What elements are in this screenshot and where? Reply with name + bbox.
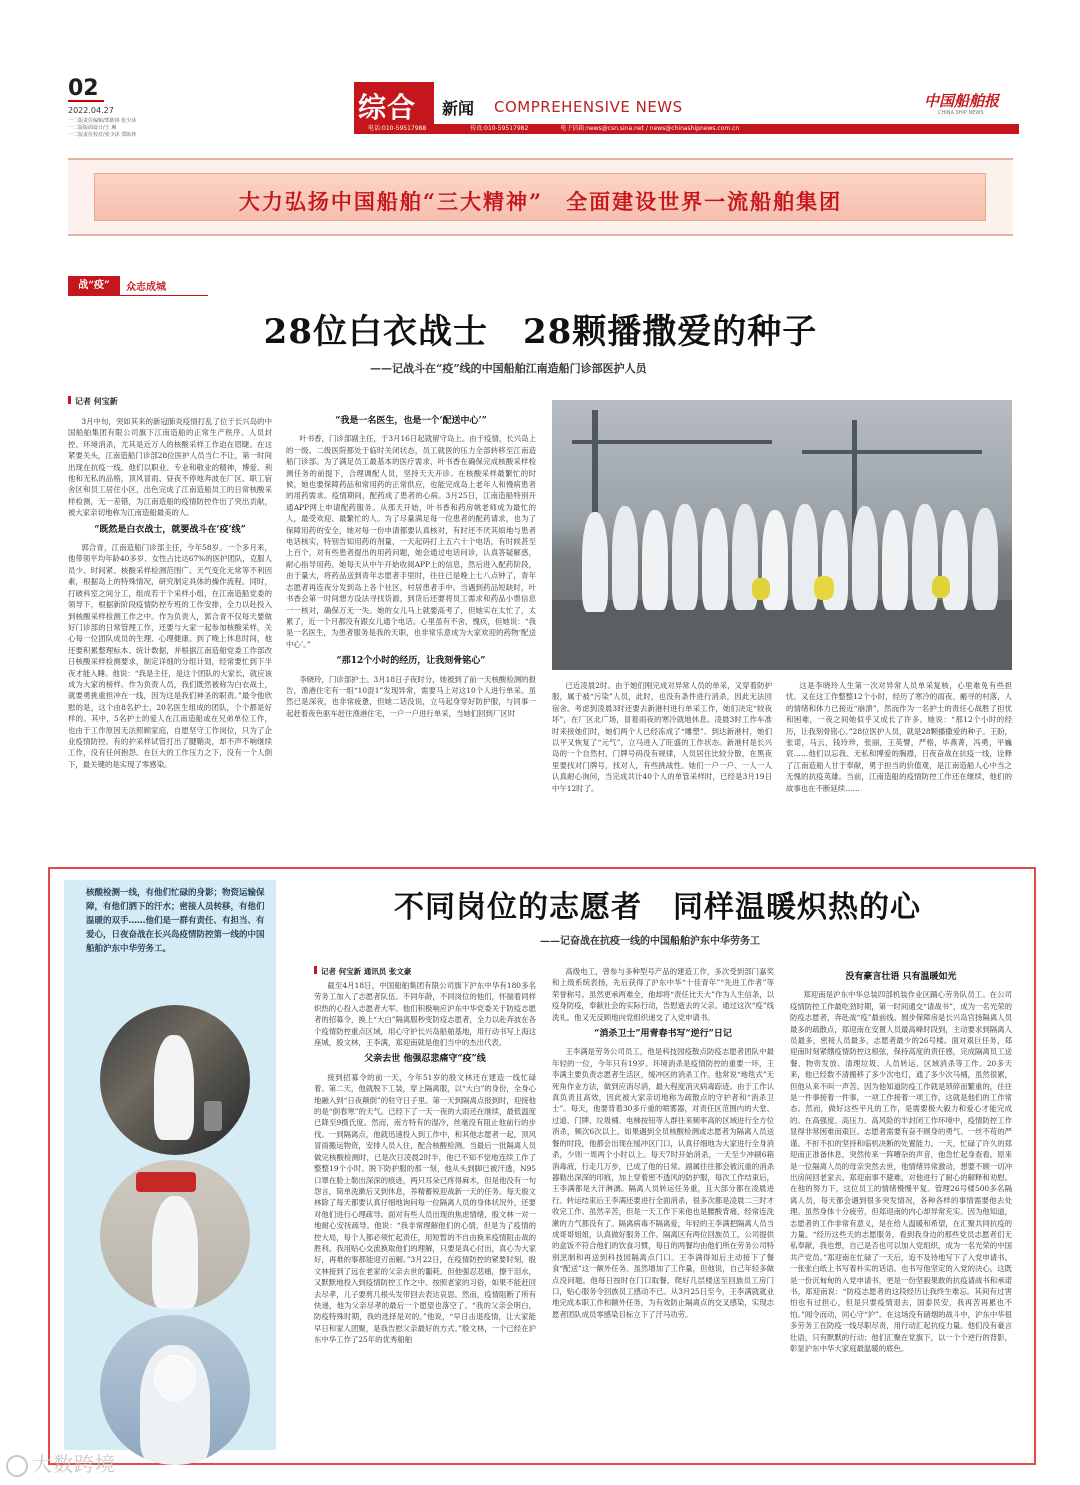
editor-line: 一二版责任校对/张少沐 郑陈林 (68, 132, 137, 138)
tag-badge: 战“疫” (68, 276, 120, 295)
waste-bag (814, 576, 834, 600)
email: news@csn.sina.net / news@chinashipnews.com.cn (586, 125, 740, 132)
section-title: 综合 (358, 91, 417, 124)
slogan-banner (68, 158, 1013, 236)
paragraph: 郑迎南是沪东中华总装四部机装作业区踊心劳务队员工。在公司疫情防控工作最吃劲时期，第一时间通交“请战书”，成为一名光荣的防疫志愿者，奔赴战“疫”最前线。圆步保障房是长兴岛官扬隔离人员最多的疏散点，郑迎南在安置人员最高峰时段到，主动要求到隔离人员最多，密接人员最多，志愿者最少的26号楼。面对艰巨任务，郑迎南时刻紧绷疫情防控这根弦，保持高度的责任感，完成隔离员工送餐、物资发放、清理垃圾、人员转运、区域消杀等工作。20多天来，他已经数不清搬移了多少次电灯，通了多少次马桶，虽然很累，但他从来不叫一声苦。因为他知道防疫工作就是琐碎而繁重的，往往是一件事接着一件事，一项工作接着一项工作，这就是他们的工作常态。然而，做好这些平凡的工作，是需要极大毅力和爱心才能完成的。在高强度、高压力、高风险的半封闭工作环境中，疫情防控工作显得非常困难而艰巨。志愿者需要有奋不顾身的勇气、一丝不苟的严谨、不折不扣的坚持和临机决断的处置能力。一天，忙碌了许久的郑迎南正准备休息，突然传来一阵嘈杂的声音，他急忙起身查看。原来是一位隔离人员的母亲突然去世，他情绪异常激动，想要不顾一切冲出房间回老家去。郑迎南事不避难，对他进行了耐心的解释和劝慰。在他的努力下，这位员工的情绪慢慢平复。管理26号楼500多名隔离人员，每天都会遇到很多突发情况，各种各样的事情需要他去处理。虽然身体十分疲劳，但郑迎南的内心却异常充实。因为他知道，志愿者的工作非常有意义，是在给人温暖和希望，在汇聚共同抗疫的力量。“经历这些天的志愿服务，看到我身边的那些党员志愿者们无私奉献，我也想，自己是否也可以加入党组织，成为一名光荣的中国共产党员。”郑迎南在忙碌了一天后，追不及待地写下了入党申请书。一张张白纸上书写着朴实的话语。也书写他坚定的入党的决心。这既是一份沉甸甸的入党申请书，更是一份坚毅果敢的抗疫请战书和承诺书。郑迎南说：“防疫志愿者的这段经历让我终生难忘。其间有过害怕也有过担心，但是只要疫情退去，国泰民安，我再苦再累也不怕。”闻令而动，同心守“沪”。在这场没有硝烟的战斗中，沪东中华很多劳务工在防疫一线尽职尽责，用行动汇起抗疫力量。他们没有豪言壮语，只有默默的行动；他们汇聚在党旗下，以一个个逆行的背影，彰显沪东中华大家庭最温暖的底色。 (790, 990, 1012, 1353)
paragraph: 截至4月18日，中国船舶集团有限公司旗下沪东中华有180多名劳务工加入了志愿者队伍。不同年龄，不同岗位的他们，怀揣着同样炽热的心投入志愿者大军。他们积极响应沪东中华党委关于防疫志愿者的招募令，换上“大白”隔离服秒变防疫志愿者，全力以赴奔波在各个疫情防控重点区域，用心守护长兴岛船舶基地，用行动书写上海这座城，殷文林，王李满，郑迎南就是他们当中的杰出代表。 (314, 981, 536, 1048)
editors (68, 118, 136, 139)
section-tag (68, 276, 208, 296)
paragraph: 高级电工，曾参与多种型号产品的建造工作，多次受到部门嘉奖和上级系统表扬，先后获得了沪东中华“十佳青年”“先进工作者”等荣誉称号。虽然更承两难全，他却将“责任比天大”作为人生信条，以疫身防疫，奉献社会的实际行动，告慰逝去的父亲。通过这次“疫”线洗礼，他又无反顾地向党组织递交了入党申请书。 (552, 967, 774, 1022)
article2-col2 (552, 966, 774, 1450)
article1-subtitle: ——记战斗在“疫”线的中国船舶江南造船门诊部医护人员 (370, 362, 647, 375)
fax: 010-59517982 (484, 125, 529, 132)
team-member (972, 508, 998, 610)
ground (552, 600, 1012, 670)
tag-sub: 众志成城 (126, 282, 166, 293)
volunteer-figure (154, 1035, 194, 1140)
banner-text: 大力弘扬中国船舶“三大精神” 全面建设世界一流船舶集团 (238, 189, 843, 214)
medical-team-photo (552, 400, 1012, 670)
watermark (6, 1448, 116, 1477)
article2-subtitle: ——记奋战在抗疫一线的中国船舶沪东中华劳务工 (540, 936, 760, 947)
masthead: 中国船舶报 (924, 92, 1000, 110)
paragraph: 郭合青，江南造船门诊部主任，今年58岁。一个多月来，他带领平均年龄40多岁、女性占比达67%的医护团队，克服人员少、时间紧、核酸采样检测范围广、天气变化无常等不利因素，根据岛上的特殊情况，研究制定具体的操作流程。同时，打破科室之间分工，组成若干个采样小组，在江南造船党委的领导下，根据新阶段疫情防控专班的工作安排，全力以赴投入到核酸采样检测工作之中。作为负责人，郭合青不仅每天要做好门诊部的日常管理工作，还要与大家一起参加核酸采样，关心每一位团队成员的生理、心理健康。到了晚上休息时间，他还要积累整理标本、统计数据，并根据江南造船党委工作部改日核酸采样检测要求，制定详细的分组计划，经常要忙到下半夜才能入睡。他说：“我是主任，是这个团队的大家长，就应该成为大家的榜样。作为负责人员，我们既然被称为白衣战士，就要勇挑重担冲在一线，因为这是我们神圣的职责。”最令他欣慰的是，这个由8名护士、20名医生组成的团队，个个都是好样的。其中，5名护士的爱人在江南造船或在兄弟单位工作，也由于工作原因无法照顾家庭，自愿坚守工作岗位，只为了企业疫情防控。有的护采样试管打出了腱鞘炎，却不声不响继续工作，没有任何抱怨。在巨大的工作压力之下，没有一个人倒下，最关键的是实现了零感染。 (68, 543, 272, 769)
article1-title: 28位白衣战士 28颗播撒爱的种子 (263, 312, 818, 352)
section-header (354, 82, 1019, 134)
trash-can (204, 1101, 222, 1131)
subhead: “既然是白衣战士，就要战斗在‘疫’线” (94, 524, 246, 535)
email-label: 电子信箱: (560, 125, 587, 132)
team-member (702, 508, 728, 610)
article2-byline (314, 966, 411, 977)
team-member (672, 504, 698, 610)
subhead: “我是一名医生，也是一个‘配送中心’” (335, 416, 487, 426)
article2-title: 不同岗位的志愿者 同样温暖炽热的心 (394, 890, 921, 925)
team-member (612, 506, 638, 610)
article1-byline (68, 396, 118, 407)
door-number (136, 1172, 196, 1192)
page-number: 02 (68, 78, 104, 102)
team-member (882, 510, 908, 610)
issue-date: 2022.04.27 (68, 106, 114, 115)
crane-structure (802, 450, 982, 454)
paragraph: 3月中旬，突如其来的新冠肺炎疫情打乱了位于长兴岛的中国船舶集团有限公司旗下江南造船的正常生产秩序。人员封控、环境消杀，尤其是近万人的核酸采样工作迫在眉睫。在这紧要关头，江南造船门诊部28位医护人员当仁不让，第一时间出现在抗疫一线。他们以职业、专业和敬业的精神，博爱、利他和无私的品格，顶风冒雨、昼夜不停地奔波在厂区、职工宿舍区和员工居住小区，出色完成了江南造船员工的日常核酸采样检测，无一差错，为江南造船的疫情防控作出了突出贡献，被大家亲切地称为江南造船最美的人。 (68, 417, 272, 518)
team-member (642, 510, 668, 610)
contact-line (368, 124, 739, 134)
byline: 记者 何宝新 (75, 397, 118, 406)
crane-structure (572, 440, 772, 444)
paragraph: 李晓玲，门诊部护士。3月18日子夜时分，她被到了前一天核酸检测的报告，渔港住宅有一组“10混1”发现异常，需要马上对这10个人进行单采。虽然已是深夜，也非常疲惫，但她二话没说，立马起身穿好防护服，与同事一起赶着夜色驱车赶往渔港住宅，一户一户进行单采，当她们回到厂区时 (286, 674, 536, 718)
team-member (852, 506, 878, 610)
paragraph: 叶书香，门诊部副主任，于3月16日起就留守岛上。由于疫情，长兴岛上的一级、二级医院都处于临时关闭状态，员工就医的压力全部转移至江南造船门诊部。为了满足员工最基本的医疗需求，叶书香在确保完成核酸采样检测任务的前提下，合理调配人员，坚持天天开诊。在核酸采样最繁忙的时候，她也要保障药品和常用药的正常供应，也能完成岛上老年人和慢病患者的用药需求。疫情期间，配药成了患者的心病。3月25日，江南造船特别开通APP网上申请配药服务。从那天开始，叶书香和药房姚老师成为最忙的人，最受欢迎、最繁忙的人。为了尽量满足每一位患者的配药请求，也为了保障用药的安全，她对每一份申请都要认真核对，有时还不厌其烦地与患者电话核实，特别告知用药的剂量，一天起码打上五六十个电话，有时候甚至上百个，对有些患者提出的用药问题，她会通过电话问诊，认真答疑解惑，耐心指导用药。她每天从中午开始收阅APP上的信息，然后进入配药阶段，由于量大，将药品送到青年志愿者手里时，往往已是晚上七八点钟了，青年志愿者再连夜分发到岛上各个社区，村居患者手中。当遇到药品短缺时，叶书香会第一时间想方设法寻找货源，到货后还要将员工需求和药品小票信息一一核对，确保万无一失。她的女儿马上就要高考了，但她实在太忙了，太累了，近一个月都没有跟女儿通个电话。心里虽有不舍，愧疚，但她说：“我是一名医生，为患者服务是我的天职，也非常乐意成为大家欢迎的药物‘配送中心’。” (286, 434, 536, 649)
team-member (582, 512, 608, 612)
article1-col4 (786, 680, 1012, 864)
volunteer-figure (152, 1196, 198, 1310)
volunteer-photo-1 (100, 1005, 250, 1155)
masthead-en: CHINA SHIP NEWS (938, 110, 984, 116)
paragraph: 已近凌晨2时。由于她们刚完成对异常人员的单采，又穿着防护服，属于被“污染”人员，此时，也没有条件进行消杀，因此无法回宿舍。考虑到凌晨3时还要去新港村进行单采工作，她们决定“较夜坏”，在厂区北广场，冒着雨夜的寒冷就地休息。凌晨3时工作车准时来接她们时，她们两个人已经冻成了“雕塑”。到达新港村，她们以平又恢复了“元气”，立马进入了旺盛的工作状态。新港村是长兴岛的一个自然村，门牌号码没有规律，人员居住比较分散，在黑夜里要找对门牌号，找对人，有些挑战性。她们一户一户、一人一人认真耐心询问，当完成共计40个人的单管采样时，已经是3月19日中午12时了。 (552, 681, 772, 793)
section-en: COMPREHENSIVE NEWS (494, 98, 683, 116)
paragraph: 王李满是劳务公司员工，他是科技园疫散点防疫志愿者团队中最年轻的一位，今年只有19岁。环境消杀是疫情防控的重要一环，王李满主要负责志愿者生活区，缓冲区的消杀工作。他常说“地毯式”无死角作业方法，做到应消尽消，最大程度消灭病毒踪迹。由于工作认真负责且高效，因此被大家亲切地称为疏散点的守护者和“消杀卫士”。每天，他要背着30多斤重的喷雾器，对责任区范围内的大堂、过道、门牌、垃圾桶、电梯按钮等人群往来频率高的区域进行全方位消杀，频次6次以上。如果遇到全员核酸检测或志愿者为隔离人员送餐的时段，他都会出现在缓冲区门口，认真仔细地为大家进行全身消杀，少则一周两个小时以上。每天7时开始消杀，一天至少冲刷6箱消毒液，行走几万步，已成了他的日常。副属往往都会被沉重的消杀器勒出深深的印痕，加上穿着密不透风的防护服，每次工作结束后，王李满都是大汗淋漓。隔离人员转运任务重，且大部分都在凌晨进行。转运结束后王李满还要进行全面消杀，很多次都是凌晨二三时才收完工作。虽然辛苦，但是一天工作下来他也是腰酸背痛，经常连洗漱的力气都没有了。隔离病毒不隔离爱，年轻的王李满把隔离人员当成哥哥姐姐，认真做好服务工作。隔离区有两位回族员工，公司提供的盒饭不符合他们的饮食习惯，每日的两餐均由他们所在劳务公司特别烹制和再送到科技园隔离点门口。王李满得知后主动接下了餐食“配送”这一额外任务。虽然增加了工作量，但他说，自己年轻多做点没问题。他每日按时在门口取餐，爬好几层楼送至回族员工房门口，贴心服务令回族员工感动不已。从3月25日至今，王李满就就业地完成本职工作和额外任务，为有效防止隔离点的交叉感染，实现志愿者团队成员零感染目标立下了汗马功劳。 (552, 1047, 774, 1319)
article2-col1 (314, 980, 536, 1450)
editor-line: 一二版责任编辑/郑陈林 张少沐 (68, 118, 137, 124)
fax-label: 传真: (470, 125, 485, 132)
subhead: 没有豪言壮语 只有温暖如光 (845, 972, 957, 982)
waste-bag (932, 576, 950, 598)
article1-col3 (552, 680, 772, 864)
subhead: “那12个小时的经历，让我刻骨铭心” (336, 656, 486, 667)
subhead: 父亲去世 他强忍悲痛守“疫”线 (364, 1054, 486, 1065)
paragraph: 接到招募令的前一天，今年51岁的殷文林还在建造一线忙碌着。第二天，他就脱下工装，穿上隔离服，以“大白”的身份，全身心地融入到“日夜颠倒”的驻守日子里。第一天到隔离点报到时，迎接他的是“倒春寒”的天气。已经下了一天一夜的大雨还在继续，最低温度已降至9摄氏度。然而，南方特有的湿冷，丝毫没有阻止他前行的步伐。一到隔离点，他就迅速投入到工作中，和其他志愿者一起，顶风冒雨搬运物资，安排人员入住，配合核酸检测。当最后一批隔离人员做完核酸检测时，已是次日凌晨2时半，他已不知不觉地连续工作了整整19个小时。脱下防护服的那一刻，他从头到脚已被汗透，N95口罩在脸上勒出深深的痕迹，两只耳朵已疼得麻木，但是他没有一句怨言，简单洗漱后又到休息，养精蓄锐迎战新一天的任务。每天殷文林除了每天都要认真仔细地询问每一位隔离人员的身体状况外，还要对他们进行心理疏导。面对有些人员出现的焦虑情绪，殷文林一对一地耐心安抚疏导。他说：“我非常理解他们的心情，但是为了疫情的控大局，每个人都必须忙起责任，用短暂的不自由换来疫情阻击战的胜利。我用贴心交流换取他们的理解，只要是真心付出，真心为大家好，再难的事都能迎刃而解。”3月22日，在疫情防控的紧要时刻，殷文林接到了远在老家的父亲去世的噩耗。但他强忍悲痛，擦干泪水，又默默地投入到疫情防控工作之中。按照老家的习俗，如果不能赶回去尽孝，儿子要剪几根头发带回去表达哀思。然而，疫情阻断了所有快递，他为父亲尽孝的最后一个愿望也落空了。“我的父亲会明白，防疫特殊时期，我的选择是对的。”他说，“早日击退疫情，让大家能早日和家人团聚，是我告慰父亲最好的方式。”殷文林，一个已经在沪东中华工作了25年的优秀船舶 (314, 1072, 536, 1345)
editor-line: 一二版版面设计/王 琳 (68, 125, 117, 131)
watermark-icon (6, 1455, 28, 1477)
article2-col3 (790, 966, 1012, 1450)
face-shield (154, 1355, 196, 1401)
section-sub: 新闻 (442, 99, 475, 118)
paragraph: 这是李晓玲人生第一次对异常人员单采复核，心里难免有些担忧。又在这工作整整12个小时，经历了寒冷的雨夜、瘢寻的村落，人的情绪和体力已接近“崩溃”，然而作为一名护士的责任心战胜了担忧和困难，一夜之间她似乎又成长了许多。她说：“那12个小时的经历，让我刻骨铭心。”28位医护人员，就是28颗播撒爱的种子。王盼，张诺，马云，钱玲珍，张丽，王英譬，严格，毕燕菁，冯勇，平巍宸……他们以忘我、无私和博爱的胸襟，日夜奋战在抗疫一线，诠释了江南造船人甘于奉献，勇于担当的价值观，是江南造船人心中当之无愧的抗疫英雄。当前，江南造船的疫情防控工作还在继续，他们的故事也在不断延续…… (786, 681, 1012, 793)
volunteer-photo-3 (100, 1315, 250, 1465)
subhead: “消杀卫士”用青春书写“逆行”日记 (594, 1029, 732, 1040)
article2-intro: 核酸检测一线，有他们忙碌的身影；物资运输保障，有他们洒下的汗水；密接人员转移，有他们温暖的双手……他们是一群有责任、有担当、有爱心，日夜奋战在长兴岛疫情防控第一线的中国船舶沪东中华劳务工。 (86, 888, 265, 954)
watermark-text: 大数跨境 (32, 1452, 116, 1476)
tel-label: 电话: (368, 125, 383, 132)
article1-col1 (68, 416, 272, 864)
volunteer-photo-2 (100, 1160, 250, 1310)
byline: 记者 何宝新 通讯员 张文豪 (321, 967, 412, 976)
tel: 010-59517988 (382, 125, 427, 132)
waste-bag (752, 578, 770, 600)
article1-col2 (286, 410, 536, 864)
